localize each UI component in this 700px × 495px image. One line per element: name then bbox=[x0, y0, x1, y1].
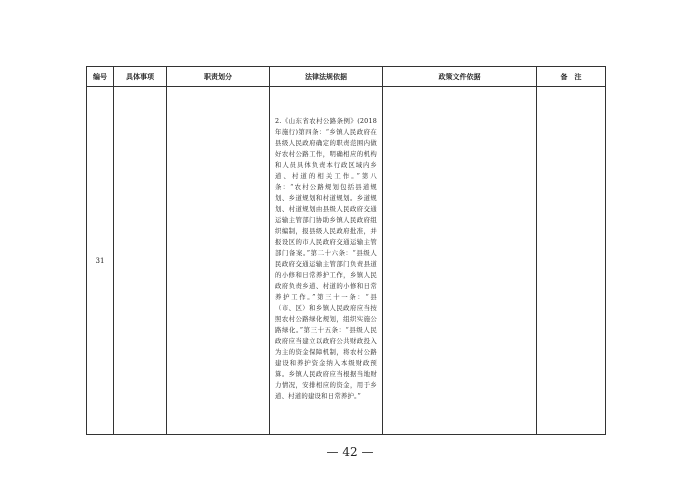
duty-division-cell bbox=[167, 87, 270, 435]
header-item: 具体事项 bbox=[114, 67, 167, 87]
responsibility-table bbox=[86, 66, 606, 435]
header-row bbox=[87, 67, 606, 87]
header-duty: 职责划分 bbox=[167, 67, 270, 87]
row-number: 31 bbox=[87, 87, 114, 435]
specific-item-cell bbox=[114, 87, 167, 435]
table-header bbox=[87, 67, 606, 87]
header-note: 备 注 bbox=[537, 67, 606, 87]
page-number: — 42 — bbox=[326, 445, 374, 459]
header-policy: 政策文件依据 bbox=[383, 67, 537, 87]
header-law: 法律法规依据 bbox=[270, 67, 383, 87]
law-basis-cell bbox=[270, 87, 383, 435]
policy-basis-cell bbox=[383, 87, 537, 435]
law-basis-text: 2.《山东省农村公路条例》(2018年施行)第四条：“乡镇人民政府在县级人民政府确定的职责范围内做好农村公路工作，明确相应的机构和人员具体负责本行政区域内乡道、村道的相关工作。”第八条：“农村公路规划包括县道规划、乡道规划和村道规划。乡道规划、村道规划由县级人民政府交通运输主管部门协助乡镇人民政府组织编制，报县级人民政府批准，并报设区的市人民政府交通运输主管部门备案。”第二十六条：“县级人民政府交通运输主管部门负责县道的小修和日常养护工作，乡镇人民政府负责乡道、村道的小修和日常养护工作。”第三十一条：“县（市、区）和乡镇人民政府应当按照农村公路绿化规划，组织实施公路绿化。”第三十五条：“县级人民政府应当建立以政府公共财政投入为主的资金保障机制，将农村公路建设和养护资金纳入本级财政预算。乡镇人民政府应当根据当地财力情况，安排相应的资金，用于乡道、村道的建设和日常养护。” bbox=[275, 117, 377, 400]
header-no: 编号 bbox=[87, 67, 114, 87]
remarks-cell bbox=[537, 87, 606, 435]
table-row bbox=[87, 87, 606, 435]
